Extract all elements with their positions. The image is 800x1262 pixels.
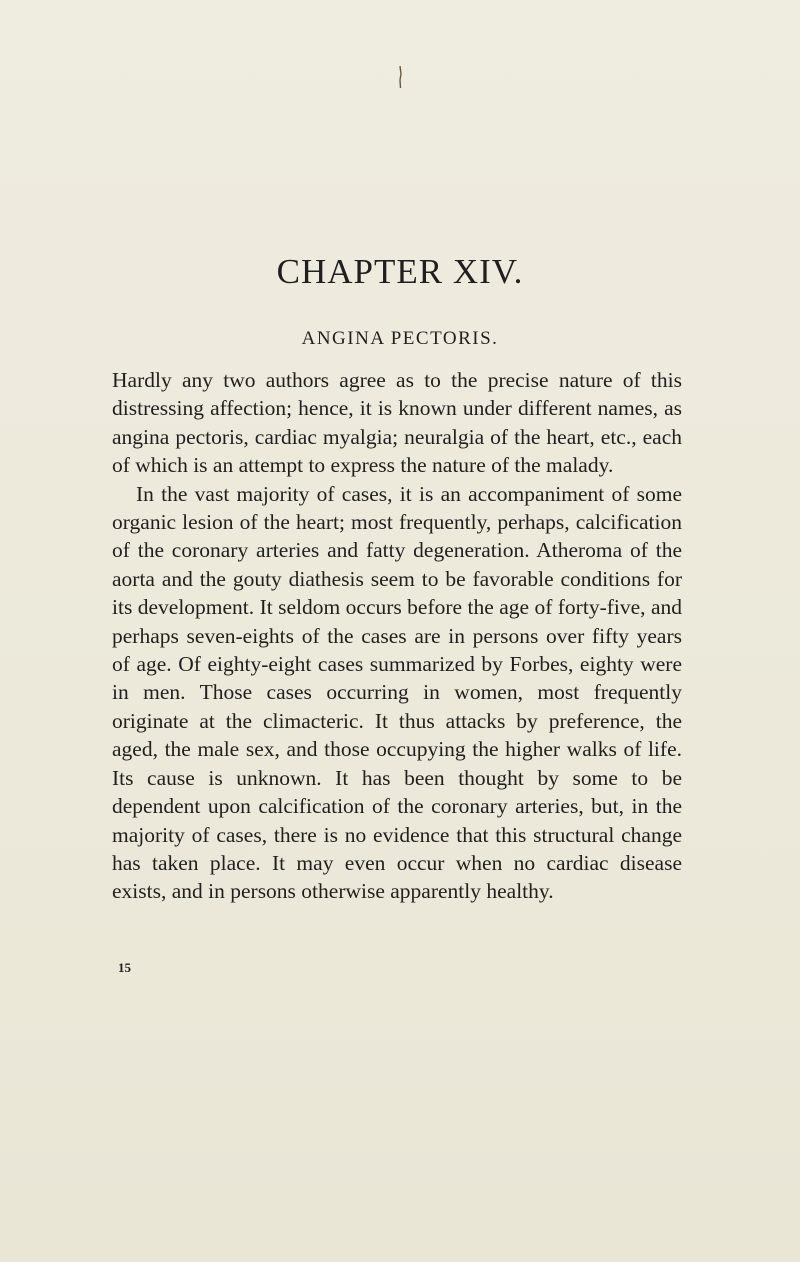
chapter-title: CHAPTER XIV.	[276, 252, 524, 291]
section-title: ANGINA PECTORIS.	[301, 328, 499, 349]
paragraph-2: In the vast majority of cases, it is an accompaniment of some organic lesion of the heart; most frequently, perhaps, calcification of the coronary arteries and fatty degeneration. Atheroma of the aorta and the gouty diathesis seem to be favorable conditions for its development. It seldom occurs before the age of forty-five, and perhaps seven-eights of the cases are in persons over fifty years of age. Of eighty-eight cases summarized by Forbes, eighty were in men. Those cases occurring in women, most frequently originate at the climacteric. It thus attacks by preference, the aged, the male sex, and those occupying the higher walks of life. Its cause is unknown. It has been thought by some to be dependent upon calcification of the coronary arteries, but, in the majority of cases, there is no evidence that this structural change has taken place. It may even occur when no cardiac disease exists, and in persons otherwise apparently healthy.	[112, 481, 682, 904]
page-number: 15	[118, 960, 131, 975]
ink-mark	[398, 66, 402, 88]
body-text	[112, 366, 682, 906]
paragraph-1: Hardly any two authors agree as to the precise nature of this distressing affection; hence, it is known under different names, as angina pectoris, cardiac myalgia; neuralgia of the heart, etc., each of which is an attempt to express the nature of the malady.	[112, 368, 682, 478]
